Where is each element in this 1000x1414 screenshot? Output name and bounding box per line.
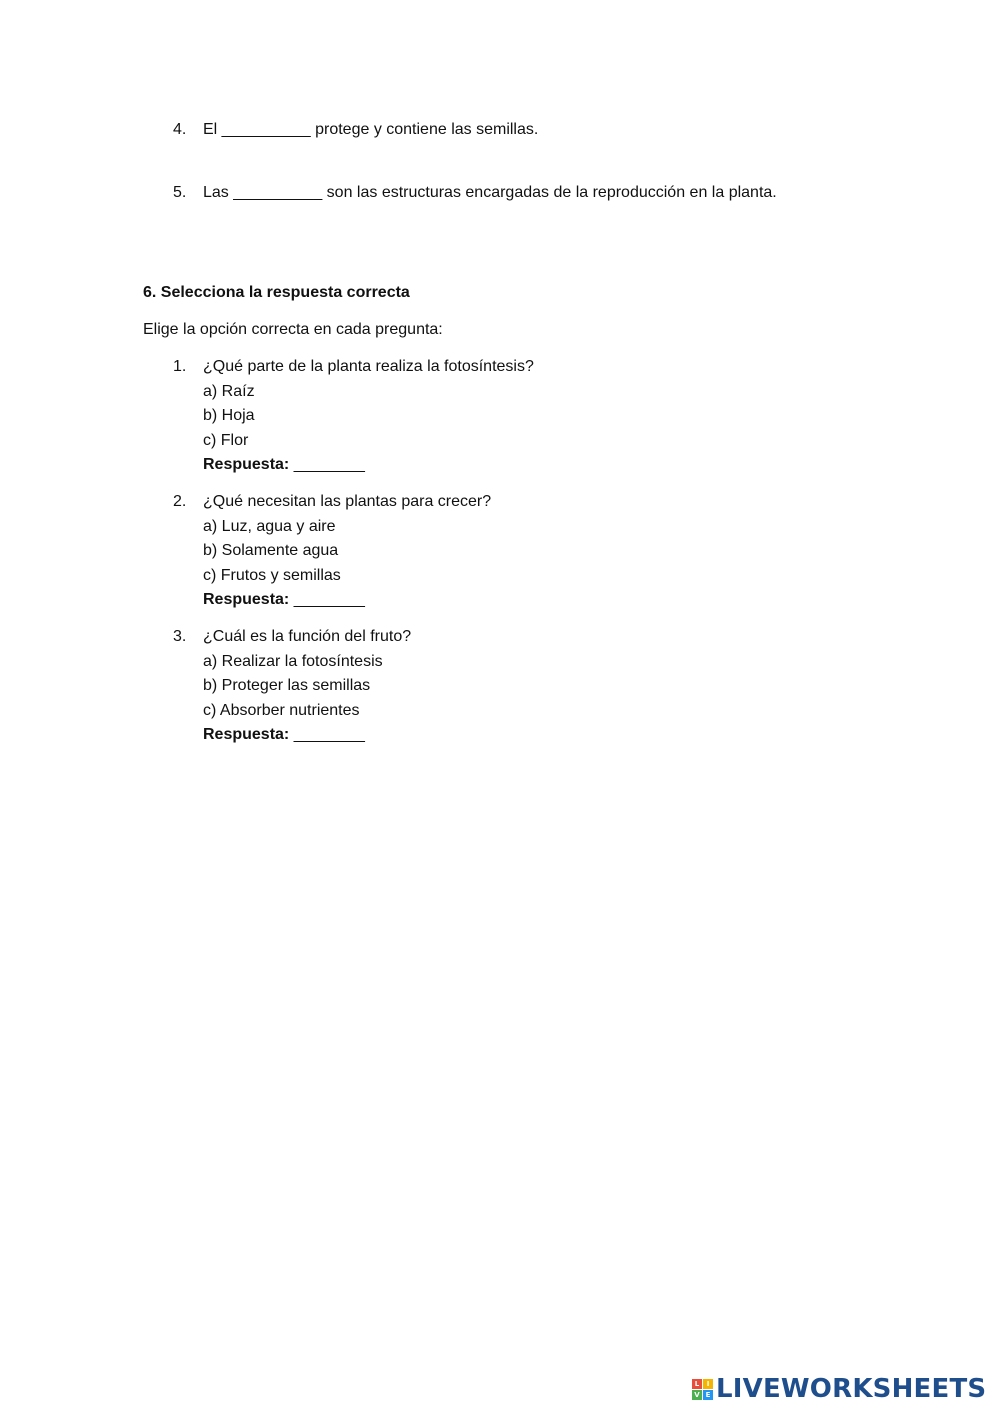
option-a: a) Realizar la fotosíntesis (203, 652, 383, 670)
fill-item-4 (173, 118, 777, 143)
liveworksheets-logo (692, 1374, 986, 1404)
logo-cell-e: E (703, 1390, 713, 1400)
option-b: b) Solamente agua (203, 542, 339, 559)
logo-mark-icon (692, 1379, 713, 1400)
question-3 (173, 625, 534, 748)
question-1 (173, 355, 534, 478)
brand-text: LIVEWORKSHEETS (716, 1374, 987, 1404)
answer-line (203, 588, 491, 613)
fill-item-text: El __________ protege y contiene las semillas. (203, 121, 539, 138)
section-title: 6. Selecciona la respuesta correcta (143, 284, 410, 301)
option-b: b) Proteger las semillas (203, 677, 371, 694)
answer-blank[interactable]: ________ (289, 726, 365, 743)
question-body (203, 490, 491, 613)
question-list (173, 355, 534, 760)
answer-label: Respuesta: (203, 591, 290, 608)
option-c: c) Absorber nutrientes (203, 701, 360, 719)
logo-cell-l: L (692, 1379, 702, 1389)
question-number: 1. (173, 358, 187, 375)
answer-line (203, 723, 411, 748)
question-text: ¿Qué parte de la planta realiza la fotosíntesis? (203, 358, 534, 375)
logo-cell-v: V (692, 1390, 702, 1400)
question-number: 2. (173, 493, 187, 510)
option-b: b) Hoja (203, 407, 255, 424)
option-a: a) Luz, agua y aire (203, 517, 336, 535)
question-body (203, 355, 534, 478)
item-number: 4. (173, 121, 187, 138)
question-2 (173, 490, 534, 613)
question-text: ¿Qué necesitan las plantas para crecer? (203, 493, 492, 510)
question-text: ¿Cuál es la función del fruto? (203, 628, 412, 645)
logo-cell-i: I (703, 1379, 713, 1389)
option-c: c) Frutos y semillas (203, 566, 341, 584)
question-number: 3. (173, 628, 187, 645)
item-number: 5. (173, 183, 187, 201)
section-instruction: Elige la opción correcta en cada pregunta: (143, 321, 443, 338)
option-a: a) Raíz (203, 382, 255, 400)
fill-item-text: Las __________ son las estructuras encargadas de la reproducción en la planta. (203, 183, 777, 201)
answer-label: Respuesta: (203, 456, 290, 473)
option-c: c) Flor (203, 431, 249, 449)
answer-label: Respuesta: (203, 726, 290, 743)
fill-item-5 (173, 181, 777, 206)
fill-in-blank-list (173, 118, 777, 243)
question-body (203, 625, 411, 748)
answer-blank[interactable]: ________ (289, 456, 365, 473)
answer-line (203, 453, 534, 478)
answer-blank[interactable]: ________ (289, 591, 365, 608)
